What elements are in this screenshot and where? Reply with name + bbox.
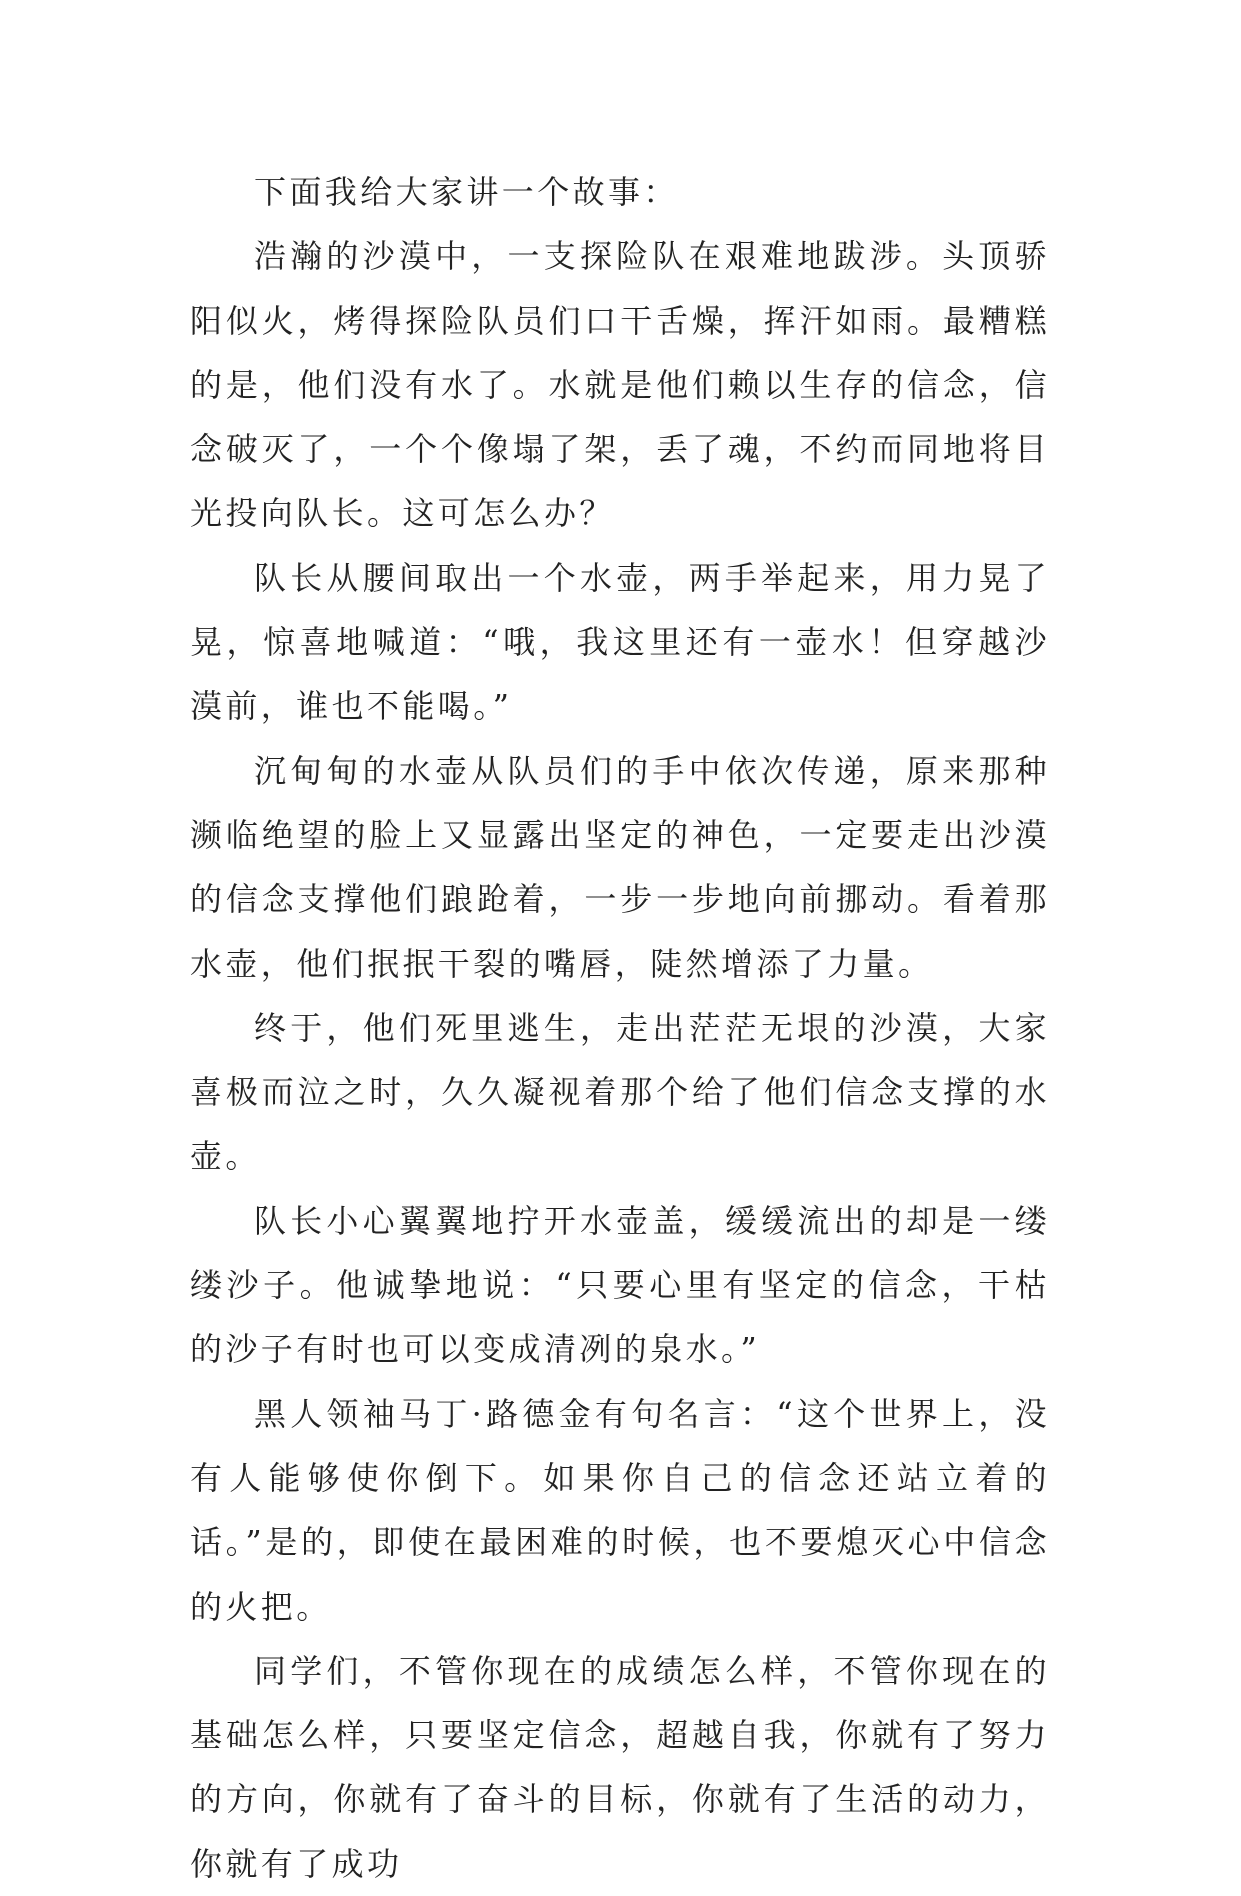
paragraph-students: 同学们，不管你现在的成绩怎么样，不管你现在的基础怎么样，只要坚定信念，超越自我，你就有了努力的方向，你就有了奋斗的目标，你就有了生活的动力，你就有了成功 (190, 1651, 1050, 1883)
paragraph-quote: 黑人领袖马丁·路德金有句名言：“这个世界上，没有人能够使你倒下。如果你自己的信念还站立着的话。”是的，即使在最困难的时候，也不要熄灭心中信念的火把。 (190, 1394, 1050, 1626)
paragraph-sand-reveal: 队长小心翼翼地拧开水壶盖，缓缓流出的却是一缕缕沙子。他诚挚地说：“只要心里有坚定的信念，干枯的沙子有时也可以变成清冽的泉水。” (190, 1201, 1050, 1369)
paragraph-kettle-passed: 沉甸甸的水壶从队员们的手中依次传递，原来那种濒临绝望的脸上又显露出坚定的神色，一定要走出沙漠的信念支撑他们踉跄着，一步一步地向前挪动。看着那水壶，他们抿抿干裂的嘴唇，陡然增添了力量。 (190, 751, 1050, 983)
paragraph-captain-kettle: 队长从腰间取出一个水壶，两手举起来，用力晃了晃，惊喜地喊道：“哦，我这里还有一壶水！但穿越沙漠前，谁也不能喝。” (190, 558, 1050, 726)
document-body (190, 160, 1050, 1896)
paragraph-desert-expedition: 浩瀚的沙漠中，一支探险队在艰难地跋涉。头顶骄阳似火，烤得探险队员们口干舌燥，挥汗如雨。最糟糕的是，他们没有水了。水就是他们赖以生存的信念，信念破灭了，一个个像塌了架，丢了魂，不约而同地将目光投向队长。这可怎么办？ (190, 237, 1050, 533)
paragraph-intro: 下面我给大家讲一个故事： (254, 173, 679, 211)
paragraph-escape: 终于，他们死里逃生，走出茫茫无垠的沙漠，大家喜极而泣之时，久久凝视着那个给了他们信念支撑的水壶。 (190, 1008, 1050, 1176)
